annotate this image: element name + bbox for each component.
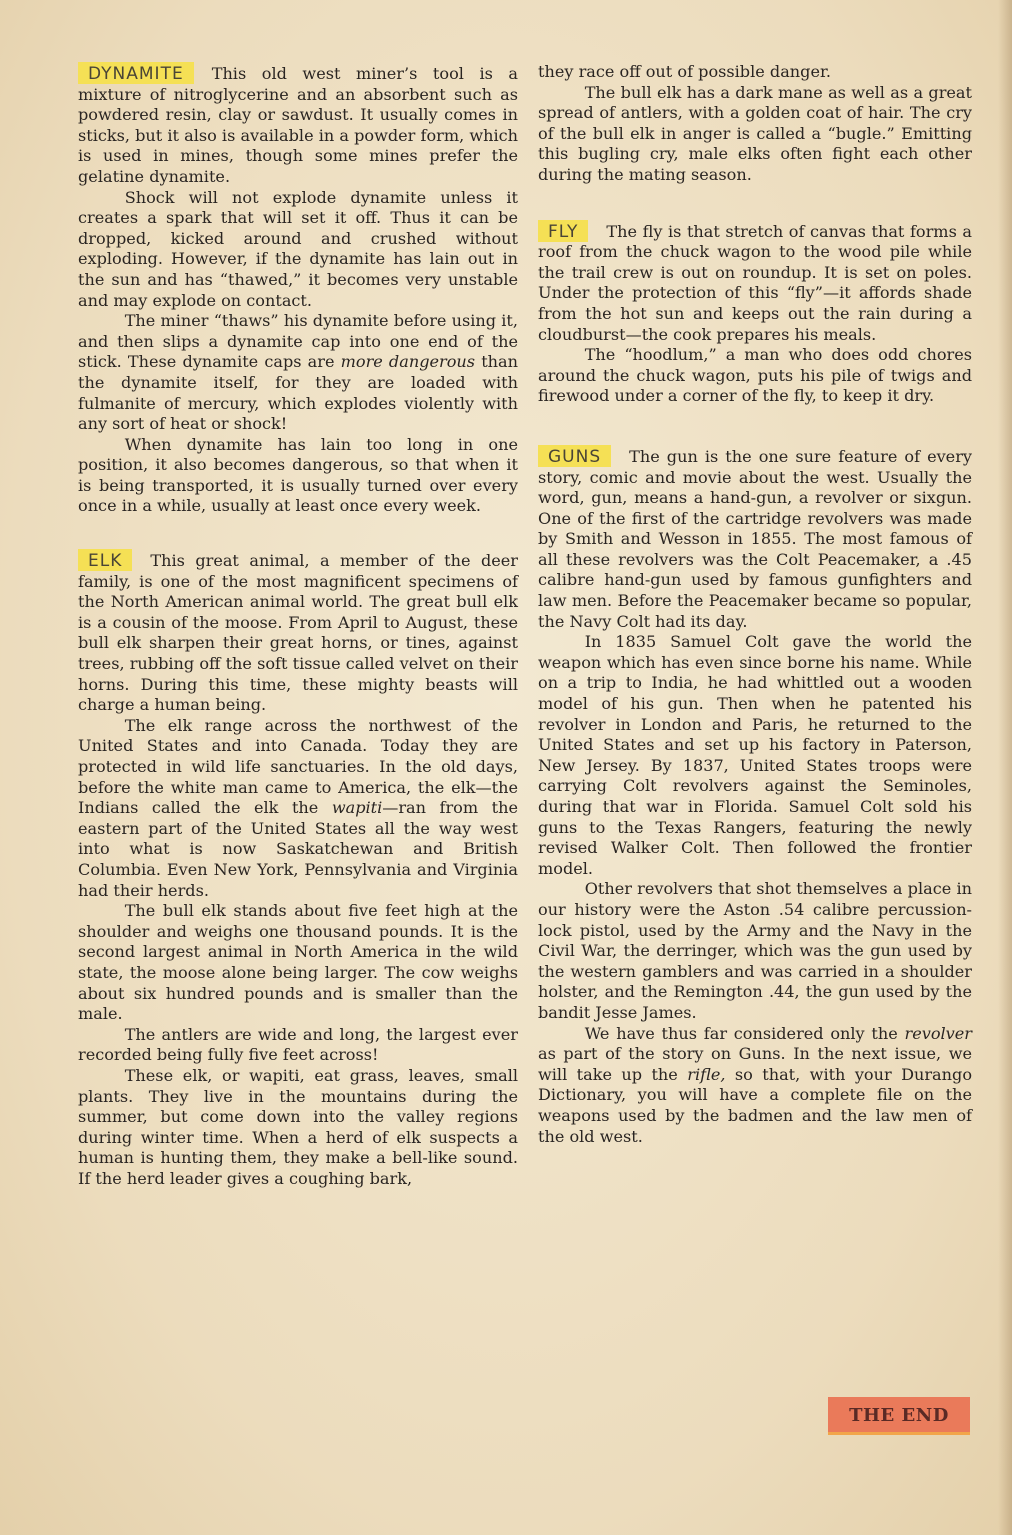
elk-paragraph-5: These elk, or wapiti, eat grass, leaves, small plants. They live in the mountains during the summer, but come down into the valley regions during winter time. When a herd of elk suspects a human is hunting them, they make a bell-like sound. If the herd leader gives a coughing bark,: [78, 1065, 518, 1188]
entry-guns: [538, 445, 972, 1147]
guns-paragraph-4: We have thus far considered only the revolver as part of the story on Guns. In the next issue, we will take up the rifle, so that, with your Durango Dictionary, you will have a complete file on the weapons used by the badmen and the law men of the old west.: [538, 1023, 973, 1146]
entry-dynamite: [78, 62, 518, 517]
heading-dynamite: DYNAMITE: [78, 62, 194, 84]
spacer: [538, 186, 972, 220]
entry-elk-continued: [538, 62, 972, 186]
elk-paragraph-3: The bull elk stands about five feet high at the shoulder and weighs one thousand pounds. It is the second largest animal in North America in the wild state, the moose alone being larger. The cow weighs about six hundred pounds and is smaller than the male.: [78, 901, 518, 1024]
guns-paragraph-3: Other revolvers that shot themselves a place in our history were the Aston .54 calibre percussion-lock pistol, used by the Army and the Navy in the Civil War, the derringer, which was the gun used by the western gamblers and was carried in a shoulder holster, and the Remington .44, the gun used by the bandit Jesse James.: [538, 879, 972, 1022]
page-edge-shadow: [998, 0, 1012, 1535]
left-column: [78, 62, 518, 1189]
heading-fly: FLY: [538, 220, 588, 242]
heading-guns: GUNS: [538, 445, 611, 467]
elk-paragraph-1: ELK This great animal, a member of the deer family, is one of the most magnificent specimens of the North American animal world. The great bull elk is a cousin of the moose. From April to August, these bull elk sharpen their great horns, or tines, against trees, rubbing off the soft tissue called velvet on their horns. During this time, these mighty beasts will charge a human being.: [78, 551, 518, 715]
elk-paragraph-4: The antlers are wide and long, the largest ever recorded being fully five feet across!: [78, 1024, 518, 1065]
entry-elk: [78, 549, 518, 1189]
dynamite-paragraph-3: The miner “thaws” his dynamite before using it, and then slips a dynamite cap into one end of the stick. These dynamite caps are more dangerous than the dynamite itself, for they are loaded with fulmanite of mercury, which explodes violently with any sort of heat or shock!: [78, 311, 518, 434]
guns-paragraph-2: In 1835 Samuel Colt gave the world the weapon which has even since borne his name. While on a trip to India, he had whittled out a wooden model of his gun. Then when he patented his revolver in London and Paris, he returned to the United States and set up his factory in Paterson, New Jersey. By 1837, United States troops were carrying Colt revolvers against the Seminoles, during that war in Florida. Samuel Colt sold his guns to the Texas Rangers, featuring the newly revised Walker Colt. Then followed the frontier model.: [538, 632, 972, 878]
fly-paragraph-1: FLY The fly is that stretch of canvas that forms a roof from the chuck wagon to the wood pile while the trail crew is out on roundup. It is set on poles. Under the protection of this “fly”—it affords shade from the hot sun and keeps out the rain during a cloudburst—the cook prepares his meals.: [538, 221, 972, 344]
dynamite-paragraph-1: DYNAMITE This old west miner’s tool is a mixture of nitroglycerine and an absorbent such as powdered resin, clay or sawdust. It usually comes in sticks, but it also is available in a powder form, which is used in mines, though some mines prefer the gelatine dynamite.: [78, 64, 518, 186]
spacer: [78, 517, 518, 549]
dynamite-paragraph-4: When dynamite has lain too long in one position, it also becomes dangerous, so that when it is being transported, it is usually turned over every once in a while, usually at least once every week.: [78, 434, 518, 516]
dynamite-paragraph-2: Shock will not explode dynamite unless it creates a spark that will set it off. Thus it can be dropped, kicked around and crushed without exploding. However, if the dynamite has lain out in the sun and has “thawed,” it becomes very unstable and may explode on contact.: [78, 187, 518, 310]
spacer: [538, 407, 972, 445]
right-column: [538, 62, 972, 1147]
the-end-banner: THE END: [828, 1397, 970, 1435]
elk-paragraph-2: The elk range across the northwest of the United States and into Canada. Today they are protected in wild life sanctuaries. In the old days, before the white man came to America, the elk—the Indians called the elk the wapiti—ran from the eastern part of the United States all the way west into what is now Saskatchewan and British Columbia. Even New York, Pennsylvania and Virginia had their herds.: [78, 715, 518, 900]
heading-elk: ELK: [78, 549, 132, 571]
guns-paragraph-1: GUNS The gun is the one sure feature of every story, comic and movie about the west. Usually the word, gun, means a hand-gun, a revolver or sixgun. One of the first of the cartridge revolvers was made by Smith and Wesson in 1855. The most famous of all these revolvers was the Colt Peacemaker, a .45 calibre hand-gun used by famous gunfighters and law men. Before the Peacemaker became so popular, the Navy Colt had its day.: [538, 446, 972, 631]
elk-continuation: they race off out of possible danger.: [538, 62, 832, 81]
fly-paragraph-2: The “hoodlum,” a man who does odd chores around the chuck wagon, puts his pile of twigs and firewood under a corner of the fly, to keep it dry.: [538, 345, 972, 406]
entry-fly: [538, 220, 972, 407]
elk-paragraph-6: The bull elk has a dark mane as well as a great spread of antlers, with a golden coat of hair. The cry of the bull elk in anger is called a “bugle.” Emitting this bugling cry, male elks often fight each other during the mating season.: [538, 82, 972, 184]
